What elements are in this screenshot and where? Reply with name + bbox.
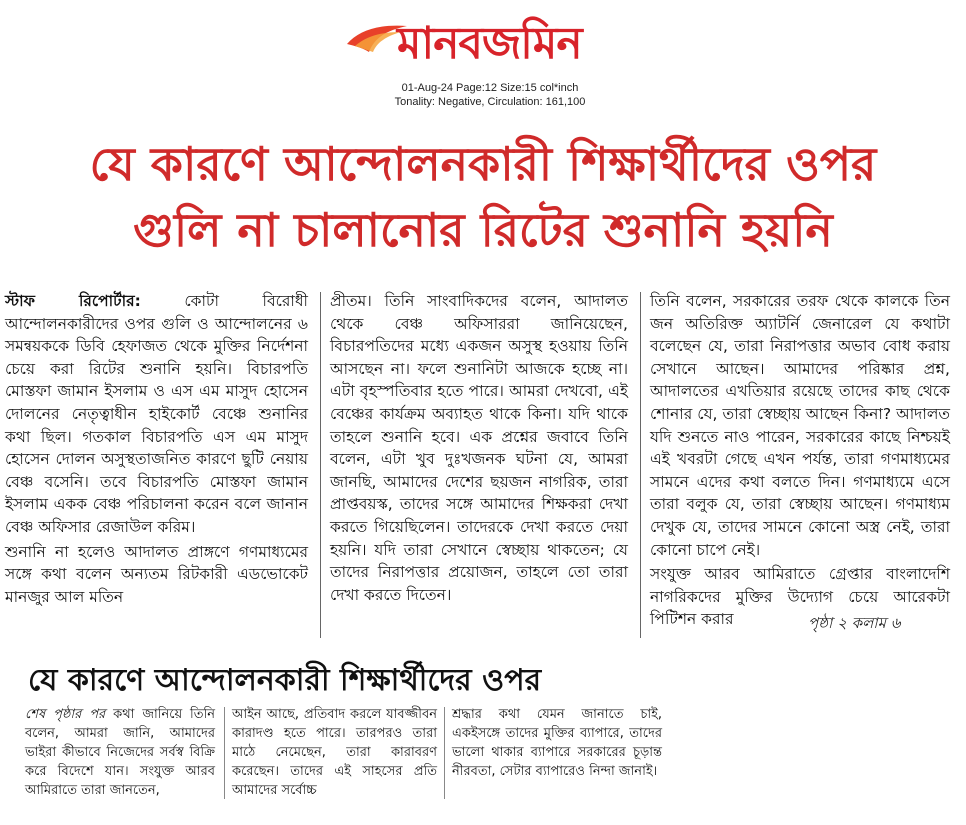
continuation-headline: যে কারণে আন্দোলনকারী শিক্ষার্থীদের ওপর: [28, 663, 542, 698]
column-divider: [320, 292, 321, 638]
clipping-meta-line: 01-Aug-24 Page:12 Size:15 col*inch: [401, 82, 579, 94]
article-paragraph: সংযুক্ত আরব আমিরাতে গ্রেপ্তার বাংলাদেশি নাগরিকদের মুক্তির উদ্যোগ চেয়ে আরেকটা পিটিশন করার: [650, 565, 950, 629]
column-divider: [640, 292, 641, 638]
newspaper-name: মানবজমিন: [397, 18, 582, 69]
continued-from-label: শেষ পৃষ্ঠার পর: [25, 707, 106, 722]
article-column-1: [5, 290, 308, 610]
article-column-2: [330, 290, 628, 608]
continued-on-label: পৃষ্ঠা ২ কলাম ৬: [808, 614, 901, 632]
column-divider: [224, 707, 225, 799]
continuation-column-1: [25, 705, 215, 800]
continuation-column-2: আইন আছে, প্রতিবাদ করলে যাবজ্জীবন কারাদণ্ড হতে পারে। তারপরও তারা মাঠে নেমেছেন, তারা কারাবরণ করেছেন। তাদের এই সাহসের প্রতি আমাদের সর্বোচ্চ: [232, 707, 437, 798]
paragraph-text: কথা জানিয়ে তিনি বলেন, আমরা জানি, আমাদের ভাইরা কীভাবে নিজেদের সর্বস্ব বিক্রি করে বিদেশে যান। সংযুক্ত আরব আমিরাতে তারা জানতেন,: [25, 707, 216, 798]
headline-line-2: গুলি না চালানোর রিটের শুনানি হয়নি: [133, 203, 833, 257]
article-paragraph: তিনি বলেন, সরকারের তরফ থেকে কালকে তিন জন অতিরিক্ত অ্যাটর্নি জেনারেল যে কথাটা বলেছেন যে, তারা নিরাপত্তার অভাব বোধ করায় সেখানে আছেন। আমাদের পরিষ্কার প্রশ্ন, আদালতের এখতিয়ার রয়েছে তাদের কাছ থেকে শোনার যে, তারা স্বেচ্ছায় আছেন কিনা? আদালত যদি শুনতে নাও পারেন, সরকারের কাছে নিশ্চয়ই এই খবরটা গেছে এখন পর্যন্ত, তারা গণমাধ্যমের সামনে এদের কথা বলতে দিন। গণমাধ্যমে এসে তারা বলুক যে, তারা স্বেচ্ছায় আছেন। গণমাধ্যম দেখুক যে, তাদের সামনে কোনো অস্ত্র নেই, তারা কোনো চাপে নেই।: [650, 292, 950, 559]
article-paragraph: প্রীতম। তিনি সাংবাদিকদের বলেন, আদালত থেকে বেঞ্চ অফিসাররা জানিয়েছেন, বিচারপতিদের মধ্যে একজন অসুস্থ হওয়ায় তিনি আসছেন না। ফলে শুনানিটা আজকে হচ্ছে না। এটা বৃহস্পতিবার হতে পারে। আমরা দেখবো, এই বেঞ্চের কার্যক্রম অব্যাহত থাকে কিনা। যদি থাকে তাহলে শুনানি হবে। এক প্রশ্নের জবাবে তিনি বলেন, এটা খুব দুঃখজনক ঘটনা যে, আমরা জানছি, আমাদের দেশের ছয়জন নাগরিক, তারা প্রাপ্তবয়স্ক, তাদের সঙ্গে আমাদের শিক্ষকরা দেখা করতে গিয়েছিলেন। তাদেরকে দেখা করতে দেয়া হয়নি। যদি তারা সেখানে স্বেচ্ছায় থাকতেন; যে তাদের নিরাপত্তার প্রয়োজন, তাহলে তো তারা দেখা করতে দিতেন।: [330, 292, 628, 604]
column-divider: [444, 707, 445, 799]
clipping-meta-line: Tonality: Negative, Circulation: 161,100: [394, 96, 586, 108]
article-paragraph: শুনানি না হলেও আদালত প্রাঙ্গণে গণমাধ্যমের সঙ্গে কথা বলেন অন্যতম রিটকারী এডভোকেট মানজুর আল মতিন: [5, 542, 308, 606]
paragraph-text: কোটা বিরোধী আন্দোলনকারীদের ওপর গুলি ও আন্দোলনের ৬ সমন্বয়ককে ডিবি হেফাজত থেকে মুক্তির নির্দেশনা চেয়ে করা রিটের শুনানি হয়নি। বিচারপতি মোস্তফা জামান ইসলাম ও এস এম মাসুদ হোসেন দোলনের নেতৃত্বাধীন হাইকোর্ট বেঞ্চে শুনানির কথা ছিল। গতকাল বিচারপতি এস এম মাসুদ হোসেন দোলন অসুস্থতাজনিত কারণে ছুটি নেয়ায় বেঞ্চ বসেনি। তবে বিচারপতি মোস্তফা জামান ইসলাম একক বেঞ্চ পরিচালনা করেন বলে জানান বেঞ্চ অফিসার রেজাউল করিম।: [5, 292, 308, 536]
continuation-column-3: শ্রদ্ধার কথা যেমন জানাতে চাই, একইসঙ্গে তাদের মুক্তির ব্যাপারে, তাদের ভালো থাকার ব্যাপারে সরকারের চূড়ান্ত নীরবতা, সেটার ব্যাপারেও নিন্দা জানাই।: [452, 707, 662, 779]
article-column-3: [650, 290, 950, 633]
article-paragraph: [5, 290, 308, 539]
masthead-logo: [345, 6, 625, 72]
byline: স্টাফ রিপোর্টার:: [5, 292, 141, 310]
headline-line-1: যে কারণে আন্দোলনকারী শিক্ষার্থীদের ওপর: [89, 137, 877, 191]
